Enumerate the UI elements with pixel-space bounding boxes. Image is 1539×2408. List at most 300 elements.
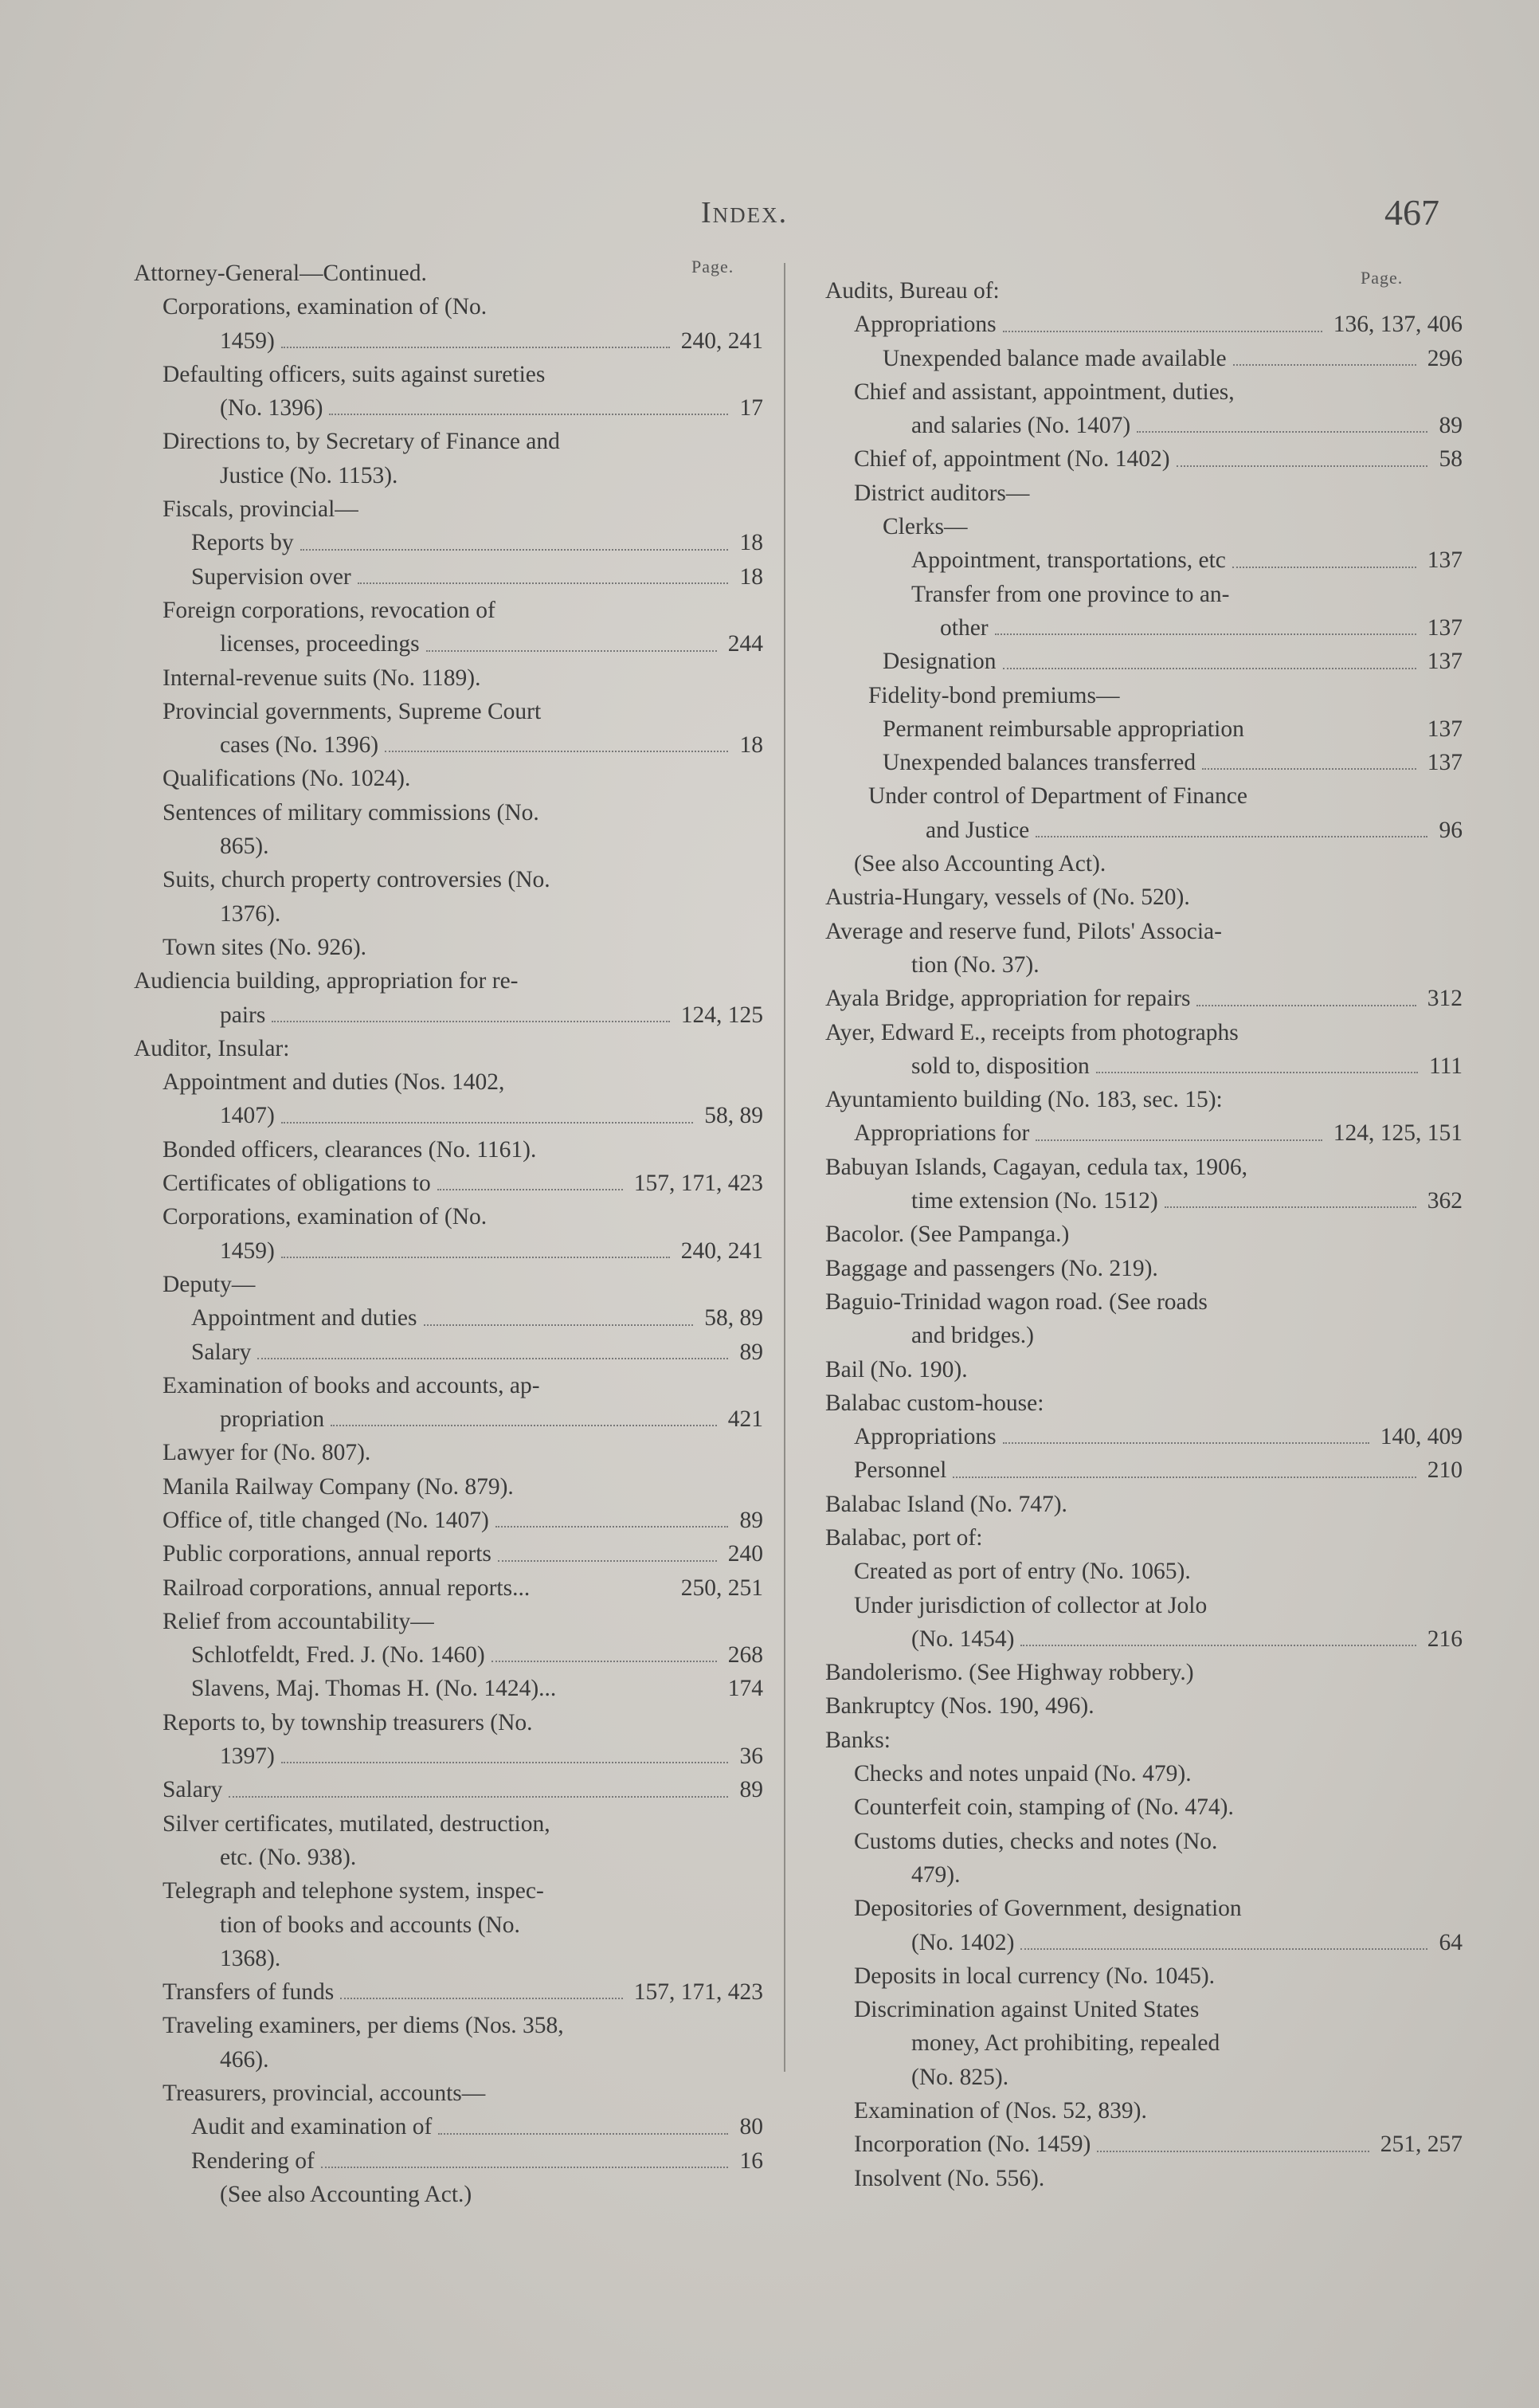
index-entry — [825, 1790, 1463, 1824]
entry-text: Rendering of — [191, 2147, 315, 2174]
dot-leader — [1020, 1948, 1427, 1950]
page-reference: 157, 171, 423 — [633, 1171, 763, 1197]
dot-leader — [1097, 2151, 1369, 2152]
index-entry — [825, 779, 1463, 813]
dot-leader — [331, 1425, 717, 1426]
index-entry — [134, 1942, 763, 1975]
entry-text: (No. 1402) — [911, 1929, 1015, 1955]
entry-text: Under control of Department of Finance — [868, 783, 1247, 810]
entry-text: Unexpended balance made available — [883, 345, 1227, 371]
index-entry — [825, 1555, 1463, 1588]
index-entry — [134, 1402, 763, 1436]
entry-text: (No. 1396) — [220, 395, 323, 422]
index-entry — [825, 611, 1463, 645]
index-entry — [825, 1858, 1463, 1892]
index-entry — [825, 442, 1463, 476]
index-entry — [134, 1975, 763, 2009]
index-entry — [134, 594, 763, 627]
index-entry — [825, 712, 1463, 746]
page-reference: 36 — [739, 1743, 763, 1770]
index-entry — [134, 1436, 763, 1469]
page-reference: 89 — [739, 1507, 763, 1533]
index-entry — [134, 627, 763, 661]
index-entry — [825, 1116, 1463, 1150]
entry-text: cases (No. 1396) — [220, 732, 379, 759]
index-entry — [825, 342, 1463, 375]
entry-text: Clerks— — [883, 514, 968, 540]
entry-text: Balabac custom-house: — [825, 1390, 1044, 1416]
entry-text: Discrimination against United States — [854, 1997, 1200, 2023]
entry-text: Reports to, by township treasurers (No. — [163, 1709, 533, 1735]
dot-leader — [1003, 331, 1322, 332]
page-reference: 137 — [1427, 649, 1463, 675]
index-entry — [825, 2061, 1463, 2094]
index-entry — [825, 2026, 1463, 2060]
entry-text: Bacolor. (See Pampanga.) — [825, 1222, 1070, 1248]
dot-leader — [1202, 768, 1416, 770]
entry-text: Salary — [191, 1339, 252, 1365]
entry-text: Supervision over — [191, 563, 351, 590]
entry-text: 466). — [220, 2046, 269, 2073]
index-entry — [134, 1605, 763, 1638]
dot-leader — [281, 1122, 693, 1124]
index-entry — [825, 1151, 1463, 1184]
entry-text: Designation — [883, 649, 997, 675]
entry-text: Appointment, transportations, etc — [911, 547, 1226, 574]
entry-text: Attorney-General—Continued. — [134, 261, 427, 286]
page-reference: 64 — [1439, 1929, 1463, 1955]
entry-text: Balabac, port of: — [825, 1524, 983, 1551]
index-entry — [134, 1301, 763, 1335]
entry-text: Chief and assistant, appointment, duties, — [854, 378, 1235, 405]
index-entry — [134, 1099, 763, 1132]
left-page-label: Page. — [691, 257, 734, 276]
page-reference: 18 — [739, 530, 763, 556]
entry-text: Telegraph and telephone system, inspec- — [163, 1878, 544, 1904]
index-entry — [134, 863, 763, 896]
page-reference: 268 — [727, 1642, 763, 1669]
entry-text: Austria-Hungary, vessels of (No. 520). — [825, 884, 1190, 911]
entry-text: Auditor, Insular: — [134, 1035, 290, 1061]
dot-leader — [495, 1526, 728, 1528]
entry-text: Bonded officers, clearances (No. 1161). — [163, 1136, 537, 1163]
entry-text: sold to, disposition — [911, 1053, 1090, 1079]
index-entry — [134, 492, 763, 526]
entry-text: Sentences of military commissions (No. — [163, 799, 539, 826]
entry-text: Railroad corporations, annual reports... — [163, 1575, 531, 1601]
entry-text: Deputy— — [163, 1271, 256, 1297]
index-entry — [825, 1353, 1463, 1386]
dot-leader — [498, 1560, 717, 1562]
dot-leader — [321, 2167, 728, 2168]
entry-text: Audit and examination of — [191, 2114, 433, 2140]
entry-text: propriation — [220, 1406, 325, 1433]
index-entry — [134, 695, 763, 728]
entry-text: Examination of (Nos. 52, 839). — [854, 2098, 1147, 2124]
index-entry — [134, 1470, 763, 1504]
entry-text: Salary — [163, 1777, 223, 1803]
entry-text: 1459) — [220, 1237, 275, 1264]
index-entry — [825, 2162, 1463, 2195]
page-reference: 96 — [1439, 817, 1463, 843]
dot-leader — [438, 2133, 728, 2135]
index-entry — [134, 661, 763, 695]
entry-text: Examination of books and accounts, ap- — [163, 1372, 540, 1398]
index-entry — [134, 762, 763, 795]
entry-text: Foreign corporations, revocation of — [163, 597, 495, 623]
index-entry — [134, 2009, 763, 2042]
index-entry — [825, 1825, 1463, 1858]
index-entry — [825, 880, 1463, 914]
entry-text: Permanent reimbursable appropriation — [883, 716, 1244, 742]
dot-leader — [491, 1661, 717, 1662]
index-entry — [825, 510, 1463, 543]
dot-leader — [272, 1021, 670, 1022]
entry-text: (See also Accounting Act). — [854, 851, 1106, 877]
entry-text: Deposits in local currency (No. 1045). — [854, 1963, 1216, 1989]
index-entry — [134, 425, 763, 458]
entry-text: Schlotfeldt, Fred. J. (No. 1460) — [191, 1642, 485, 1669]
index-entry — [134, 964, 763, 998]
page-reference: 421 — [727, 1406, 763, 1433]
index-entry — [825, 1959, 1463, 1993]
index-entry — [134, 1537, 763, 1571]
index-entry — [134, 897, 763, 931]
index-entry — [134, 1167, 763, 1200]
dot-leader — [1036, 1139, 1322, 1141]
page-reference: 17 — [739, 395, 763, 422]
page-reference: 137 — [1427, 547, 1463, 574]
index-entry — [134, 1638, 763, 1672]
index-entry — [825, 1689, 1463, 1723]
entry-text: Manila Railway Company (No. 879). — [163, 1473, 514, 1500]
dot-leader — [329, 414, 728, 415]
entry-text: and bridges.) — [911, 1323, 1035, 1349]
page-reference: 137 — [1427, 614, 1463, 641]
entry-text: pairs — [220, 1002, 266, 1028]
index-entry — [134, 459, 763, 492]
index-entry — [134, 1133, 763, 1167]
index-entry — [134, 2110, 763, 2143]
index-entry — [825, 308, 1463, 341]
index-entry — [825, 1521, 1463, 1555]
index-entry — [134, 1807, 763, 1841]
dot-leader — [281, 1762, 728, 1763]
entry-text: Under jurisdiction of collector at Jolo — [854, 1592, 1208, 1618]
index-entry — [825, 409, 1463, 442]
index-entry — [134, 1065, 763, 1099]
index-entry — [134, 290, 763, 324]
index-entry — [825, 1589, 1463, 1622]
entry-text: Audiencia building, appropriation for re- — [134, 968, 519, 994]
entry-text: Baggage and passengers (No. 219). — [825, 1255, 1158, 1281]
index-entry — [134, 1874, 763, 1908]
index-entry — [825, 477, 1463, 510]
page-reference: 296 — [1427, 345, 1463, 371]
entry-text: Appropriations for — [854, 1120, 1030, 1147]
dot-leader — [385, 751, 728, 752]
entry-text: Baguio-Trinidad wagon road. (See roads — [825, 1288, 1208, 1315]
page-reference: 216 — [1427, 1626, 1463, 1652]
entry-text: Reports by — [191, 530, 294, 556]
index-entry — [825, 1319, 1463, 1352]
entry-text: Relief from accountability— — [163, 1608, 434, 1634]
page-reference: 174 — [727, 1676, 763, 1702]
index-entry — [825, 1892, 1463, 1925]
entry-text: money, Act prohibiting, repealed — [911, 2030, 1220, 2057]
entry-text: tion (No. 37). — [911, 951, 1040, 978]
index-entry — [134, 1706, 763, 1739]
index-entry — [134, 1571, 763, 1605]
entry-text: Fidelity-bond premiums— — [868, 682, 1120, 708]
entry-text: Bankruptcy (Nos. 190, 496). — [825, 1693, 1095, 1720]
page-reference: 111 — [1428, 1053, 1463, 1079]
index-entry — [134, 1268, 763, 1301]
dot-leader — [358, 582, 728, 584]
page-number: 467 — [1384, 192, 1439, 233]
index-entry — [825, 1285, 1463, 1319]
index-entry — [825, 274, 1463, 308]
index-entry — [134, 2043, 763, 2077]
index-entry — [825, 948, 1463, 982]
entry-text: Insolvent (No. 556). — [854, 2165, 1045, 2191]
index-entry — [134, 358, 763, 391]
entry-text: Chief of, appointment (No. 1402) — [854, 446, 1170, 473]
index-entry — [134, 1369, 763, 1402]
dot-leader — [1036, 836, 1427, 837]
entry-text: Bandolerismo. (See Highway robbery.) — [825, 1660, 1194, 1686]
index-entry — [134, 324, 763, 358]
page-reference: 137 — [1427, 750, 1463, 776]
entry-text: Checks and notes unpaid (No. 479). — [854, 1761, 1192, 1787]
dot-leader — [229, 1796, 728, 1798]
page-reference: 124, 125 — [680, 1002, 763, 1028]
index-entry — [134, 829, 763, 863]
entry-text: Corporations, examination of (No. — [163, 294, 488, 320]
entry-text: Provincial governments, Supreme Court — [163, 698, 542, 724]
entry-text: Transfers of funds — [163, 1979, 335, 2006]
index-entry — [825, 375, 1463, 409]
entry-text: 1376). — [220, 900, 281, 927]
index-entry — [134, 931, 763, 964]
page-reference: 362 — [1427, 1188, 1463, 1214]
dot-leader — [1196, 1005, 1416, 1006]
entry-text: 1368). — [220, 1945, 281, 1971]
page-reference: 250, 251 — [680, 1575, 763, 1601]
dot-leader — [424, 1324, 693, 1326]
page-reference: 89 — [739, 1777, 763, 1803]
entry-text: Silver certificates, mutilated, destruction, — [163, 1810, 550, 1837]
page-reference: 58, 89 — [704, 1305, 763, 1331]
entry-text: Audits, Bureau of: — [825, 278, 1000, 304]
dot-leader — [1177, 465, 1427, 467]
index-entry — [134, 998, 763, 1032]
dot-leader — [953, 1477, 1416, 1478]
page-reference: 157, 171, 423 — [633, 1979, 763, 2006]
index-entry — [825, 1724, 1463, 1757]
page-reference: 18 — [739, 732, 763, 759]
entry-text: Appointment and duties — [191, 1305, 417, 1331]
left-index-column — [134, 257, 763, 2211]
index-entry — [825, 1656, 1463, 1689]
entry-text: Directions to, by Secretary of Finance and — [163, 429, 560, 455]
dot-leader — [426, 650, 717, 652]
page-reference: 89 — [739, 1339, 763, 1365]
page-reference: 251, 257 — [1380, 2132, 1463, 2158]
page-reference: 210 — [1427, 1457, 1463, 1484]
dot-leader — [1232, 567, 1416, 568]
page-reference: 240, 241 — [680, 1237, 763, 1264]
page-reference: 18 — [739, 563, 763, 590]
entry-text: (No. 1454) — [911, 1626, 1015, 1652]
entry-text: Bail (No. 190). — [825, 1356, 968, 1382]
entry-text: (See also Accounting Act.) — [220, 2181, 472, 2207]
index-entry — [825, 1420, 1463, 1453]
index-entry — [825, 1184, 1463, 1218]
entry-text: Babuyan Islands, Cagayan, cedula tax, 1906, — [825, 1154, 1248, 1180]
index-entry — [825, 645, 1463, 678]
index-entry — [825, 1386, 1463, 1420]
page-reference: 137 — [1427, 716, 1463, 742]
index-entry — [825, 2094, 1463, 2128]
page-reference: 16 — [739, 2147, 763, 2174]
entry-text: Suits, church property controversies (No. — [163, 867, 550, 893]
column-divider — [784, 263, 785, 2072]
dot-leader — [1020, 1645, 1416, 1646]
dot-leader — [340, 1998, 623, 1999]
entry-text: etc. (No. 938). — [220, 1844, 357, 1870]
index-entry — [825, 915, 1463, 948]
index-entry — [825, 982, 1463, 1015]
index-entry — [825, 1993, 1463, 2026]
page-reference: 140, 409 — [1380, 1424, 1463, 1450]
index-entry — [825, 1083, 1463, 1116]
right-page-label: Page. — [1361, 268, 1404, 288]
index-entry — [134, 796, 763, 829]
entry-text: Customs duties, checks and notes (No. — [854, 1828, 1218, 1854]
entry-text: 1459) — [220, 327, 275, 354]
entry-text: Internal-revenue suits (No. 1189). — [163, 665, 481, 691]
entry-text: Slavens, Maj. Thomas H. (No. 1424)... — [191, 1676, 557, 1702]
index-entry — [134, 560, 763, 594]
page-title: Index. — [701, 196, 789, 229]
dot-leader — [281, 1257, 670, 1258]
dot-leader — [257, 1358, 728, 1359]
index-entry — [134, 1200, 763, 1233]
dot-leader — [1233, 364, 1416, 366]
dot-leader — [995, 633, 1416, 635]
entry-text: Lawyer for (No. 807). — [163, 1440, 371, 1466]
entry-text: District auditors— — [854, 480, 1030, 506]
index-entry — [134, 1908, 763, 1942]
entry-text: Traveling examiners, per diems (Nos. 358, — [163, 2013, 564, 2039]
entry-text: other — [940, 614, 989, 641]
entry-text: Personnel — [854, 1457, 947, 1484]
index-entry — [825, 847, 1463, 880]
entry-text: Town sites (No. 926). — [163, 934, 367, 960]
entry-text: and salaries (No. 1407) — [911, 413, 1131, 439]
index-entry — [134, 2144, 763, 2178]
entry-text: 479). — [911, 1861, 961, 1888]
index-entry — [825, 1218, 1463, 1251]
page-reference: 80 — [739, 2114, 763, 2140]
entry-text: Treasurers, provincial, accounts— — [163, 2081, 486, 2107]
index-entry — [825, 1016, 1463, 1049]
entry-text: Created as port of entry (No. 1065). — [854, 1559, 1191, 1585]
entry-text: Fiscals, provincial— — [163, 496, 358, 523]
index-entry — [134, 2178, 763, 2211]
index-entry — [825, 543, 1463, 577]
entry-text: Office of, title changed (No. 1407) — [163, 1507, 489, 1533]
page-reference: 58, 89 — [704, 1103, 763, 1129]
entry-text: Balabac Island (No. 747). — [825, 1491, 1067, 1517]
index-entry — [134, 257, 763, 290]
page-reference: 312 — [1427, 986, 1463, 1012]
index-entry — [825, 1049, 1463, 1083]
index-entry — [825, 2128, 1463, 2161]
index-entry — [825, 1622, 1463, 1656]
page-reference: 240, 241 — [680, 327, 763, 354]
index-entry — [134, 1672, 763, 1705]
index-entry — [134, 1773, 763, 1806]
index-entry — [825, 746, 1463, 779]
index-entry — [825, 679, 1463, 712]
entry-text: and Justice — [926, 817, 1030, 843]
index-entry — [134, 728, 763, 762]
page-reference: 244 — [727, 631, 763, 657]
index-entry — [134, 2077, 763, 2110]
dot-leader — [1096, 1072, 1418, 1073]
right-index-column — [825, 274, 1463, 2195]
entry-text: Corporations, examination of (No. — [163, 1204, 488, 1230]
page-reference: 240 — [727, 1541, 763, 1567]
index-entry — [134, 1032, 763, 1065]
index-entry — [825, 814, 1463, 847]
entry-text: Average and reserve fund, Pilots' Associa- — [825, 918, 1222, 944]
page-reference: 124, 125, 151 — [1333, 1120, 1463, 1147]
dot-leader — [1003, 668, 1416, 669]
entry-text: Appropriations — [854, 312, 997, 338]
entry-text: Depositories of Government, designation — [854, 1896, 1242, 1922]
dot-leader — [1137, 431, 1427, 433]
entry-text: Public corporations, annual reports — [163, 1541, 491, 1567]
entry-text: Defaulting officers, suits against sureties — [163, 361, 546, 387]
index-entry — [134, 1504, 763, 1537]
entry-text: Ayer, Edward E., receipts from photographs — [825, 1019, 1239, 1045]
entry-text: Appropriations — [854, 1424, 997, 1450]
page-reference: 136, 137, 406 — [1333, 312, 1463, 338]
entry-text: Banks: — [825, 1727, 891, 1753]
index-entry — [134, 1234, 763, 1268]
entry-text: 865). — [220, 833, 269, 860]
index-entry — [134, 1841, 763, 1874]
entry-text: time extension (No. 1512) — [911, 1188, 1158, 1214]
entry-text: 1407) — [220, 1103, 275, 1129]
entry-text: Transfer from one province to an- — [911, 581, 1230, 607]
entry-text: Ayala Bridge, appropriation for repairs — [825, 986, 1191, 1012]
index-entry — [134, 1335, 763, 1369]
dot-leader — [281, 347, 670, 348]
index-entry — [134, 526, 763, 559]
page-reference: 89 — [1439, 413, 1463, 439]
entry-text: Incorporation (No. 1459) — [854, 2132, 1091, 2158]
index-entry — [134, 1739, 763, 1773]
dot-leader — [300, 549, 728, 551]
index-entry — [134, 391, 763, 425]
index-entry — [825, 1926, 1463, 1959]
entry-text: licenses, proceedings — [220, 631, 420, 657]
entry-text: Appointment and duties (Nos. 1402, — [163, 1069, 505, 1096]
